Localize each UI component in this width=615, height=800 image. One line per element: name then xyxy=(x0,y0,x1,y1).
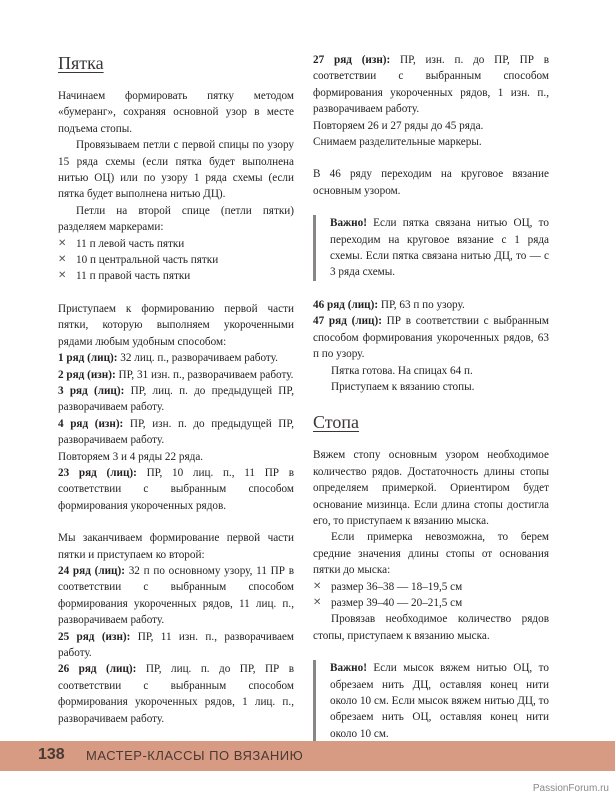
paragraph: Приступаем к формированию первой части пятки, которую выполняем укороченными рядами любым удобным способом: xyxy=(58,302,294,348)
paragraph: Провязав необходимое количество рядов стопы, приступаем к вязанию мыска. xyxy=(313,613,549,642)
row-instruction: 47 ряд (лиц): ПР в соответствии с выбранным способом формирования укороченных рядов, 63 п по узору. xyxy=(313,315,549,361)
row-instruction: 25 ряд (изн): ПР, 11 изн. п., разворачиваем работу. xyxy=(58,630,295,659)
row-instruction: 26 ряд (лиц): ПР, лиц. п. до ПР, ПР в соответствии с выбранным способом формирования укороченных рядов, 1 лиц. п., разворачиваем работу. xyxy=(58,663,295,725)
size-list xyxy=(313,579,549,612)
list-item: ✕ 11 п левой часть пятки xyxy=(58,236,294,252)
paragraph: В 46 ряду переходим на круговое вязание основным узором. xyxy=(313,168,549,197)
paragraph: Начинаем формировать пятку методом «бумеранг», сохраняя основной узор в месте подъема стопы. xyxy=(58,90,294,135)
row-instruction: 3 ряд (лиц): ПР, лиц. п. до предыдущей ПР, разворачиваем работу. xyxy=(58,384,295,414)
left-column xyxy=(58,52,294,727)
paragraph: Провязываем петли с первой спицы по узору 15 ряда схемы (если пятка будет выполнена нитью ОЦ) или по узору 1 ряда схемы (если пятка будет выполнена нитью ДЦ). xyxy=(58,139,294,201)
list-item: ✕ размер 36–38 — 18–19,5 см xyxy=(313,579,549,595)
cross-bullet-icon: ✕ xyxy=(313,580,322,592)
section-heading-foot: Стопа xyxy=(313,412,360,433)
marker-list xyxy=(58,236,294,285)
paragraph: Если примерка невозможна, то берем средние значения длины стопы от основания пятки до мыска: xyxy=(313,531,549,577)
cross-bullet-icon: ✕ xyxy=(58,254,67,266)
row-instruction: 27 ряд (изн): ПР, изн. п. до ПР, ПР в соответствии с выбранным способом формирования укороченных рядов, 1 изн. п., разворачиваем работу. xyxy=(313,54,549,116)
section-heading-heel: Пятка xyxy=(58,53,104,73)
list-item: ✕ 10 п центральной часть пятки xyxy=(58,252,294,268)
right-column xyxy=(313,52,549,742)
important-note: Важно! Если пятка связана нитью ОЦ, то переходим на круговое вязание с 1 ряда схемы. Если пятка связана нитью ДЦ, то — с 3 ряда схемы. xyxy=(313,215,549,281)
important-note: Важно! Если мысок вяжем нитью ОЦ, то обрезаем нить ДЦ, оставляя конец нити около 10 см. Если мысок вяжем нитью ДЦ, то обрезаем нить ОЦ, оставляя конец нити около 10 см. xyxy=(313,660,549,742)
row-instruction: 1 ряд (лиц): 32 лиц. п., разворачиваем работу. xyxy=(58,352,278,365)
paragraph: Петли на второй спице (петли пятки) разделяем маркерами: xyxy=(58,204,294,234)
cross-bullet-icon: ✕ xyxy=(58,237,67,249)
row-instruction: 24 ряд (лиц): 32 п по основному узору, 11 ПР в соответствии с выбранным способом формирования укороченных рядов, 11 лиц. п., разворачиваем работу. xyxy=(58,564,294,627)
paragraph: Пятка готова. На спицах 64 п. xyxy=(331,364,473,377)
paragraph: Мы заканчиваем формирование первой части пятки и приступаем ко второй: xyxy=(58,532,294,561)
row-instruction: 4 ряд (изн): ПР, изн. п. до предыдущей ПР, разворачиваем работу. xyxy=(58,417,294,447)
cross-bullet-icon: ✕ xyxy=(58,270,67,282)
row-instruction: 23 ряд (лиц): ПР, 10 лиц. п., 11 ПР в соответствии с выбранным способом формирования укороченных рядов. xyxy=(58,466,295,512)
page-footer xyxy=(0,741,615,771)
paragraph: Приступаем к вязанию стопы. xyxy=(331,380,475,393)
paragraph: Повторяем 3 и 4 ряды 22 ряда. xyxy=(58,450,204,463)
watermark: PassionForum.ru xyxy=(532,783,609,794)
paragraph: Повторяем 26 и 27 ряды до 45 ряда. xyxy=(313,119,484,132)
list-item: ✕ размер 39–40 — 20–21,5 см xyxy=(313,595,549,611)
row-instruction: 46 ряд (лиц): ПР, 63 п по узору. xyxy=(313,298,465,311)
cross-bullet-icon: ✕ xyxy=(313,596,322,608)
list-item: ✕ 11 п правой часть пятки xyxy=(58,268,294,284)
paragraph: Вяжем стопу основным узором необходимое количество рядов. Достаточность длины стопы определяем примеркой. Ориентиром будет основание мизинца. Если длина стопы достигла его, то приступаем к вязанию мыска. xyxy=(313,449,549,527)
row-instruction: 2 ряд (изн): ПР, 31 изн. п., разворачиваем работу. xyxy=(58,368,294,381)
paragraph: Снимаем разделительные маркеры. xyxy=(313,136,482,149)
page-number: 138 xyxy=(38,746,65,763)
running-title: МАСТЕР-КЛАССЫ ПО ВЯЗАНИЮ xyxy=(86,748,304,763)
